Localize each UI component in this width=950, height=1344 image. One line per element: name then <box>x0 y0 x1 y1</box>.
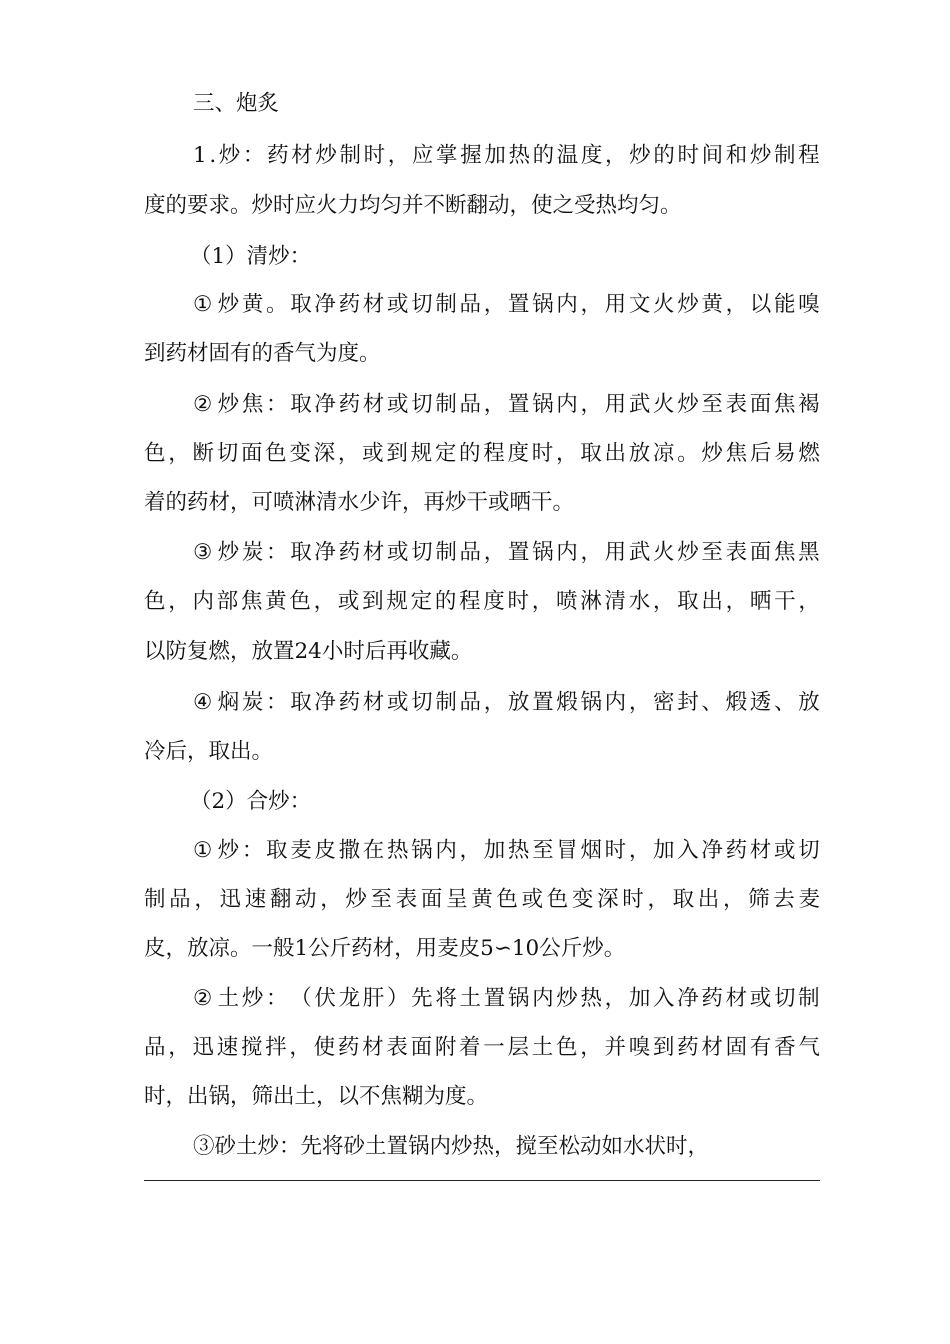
paragraph-line-11: 以防复燃，放置24小时后再收藏。 <box>144 639 473 664</box>
paragraph-line-8: 着的药材，可喷淋清水少许，再炒干或晒干。 <box>144 490 575 515</box>
paragraph-line-17: 皮，放凉。一般1公斤药材，用麦皮5∽10公斤炒。 <box>144 936 626 961</box>
paragraph-line-16: 制 品 ， 迅 速 翻 动 ， 炒 至 表 面 呈 黄 色 或 色 变 深 时 ， 取 出 ， 筛 去 麦 <box>144 887 820 912</box>
subheading-hechao: （2）合炒： <box>190 789 312 814</box>
footer-rule <box>144 1180 820 1181</box>
paragraph-line-4: ① 炒 黄 。 取 净 药 材 或 切 制 品 ， 置 锅 内 ， 用 文 火 炒 黄 ， 以 能 嗅 <box>193 292 820 317</box>
paragraph-line-9: ③ 炒 炭 ： 取 净 药 材 或 切 制 品 ， 置 锅 内 ， 用 武 火 炒 至 表 面 焦 黑 <box>193 540 820 565</box>
section-heading: 三、炮炙 <box>193 91 280 116</box>
paragraph-line-21: ③砂土炒：先将砂土置锅内炒热，搅至松动如水状时， <box>193 1134 710 1159</box>
paragraph-line-15: ① 炒 ： 取 麦 皮 撒 在 热 锅 内 ， 加 热 至 冒 烟 时 ， 加 入 净 药 材 或 切 <box>193 838 820 863</box>
paragraph-line-18: ② 土 炒 ： （ 伏 龙 肝 ） 先 将 土 置 锅 内 炒 热 ， 加 入 净 药 材 或 切 制 <box>193 986 820 1011</box>
paragraph-line-1: 1 . 炒 ： 药 材 炒 制 时 ， 应 掌 握 加 热 的 温 度 ， 炒 的 时 间 和 炒 制 程 <box>193 143 820 168</box>
paragraph-line-20: 时，出锅，筛出土，以不焦糊为度。 <box>144 1084 489 1109</box>
paragraph-line-13: 冷后，取出。 <box>144 739 274 764</box>
paragraph-line-19: 品 ， 迅 速 搅 拌 ， 使 药 材 表 面 附 着 一 层 土 色 ， 并 嗅 到 药 材 固 有 香 气 <box>144 1035 820 1060</box>
paragraph-line-12: ④ 焖 炭 ： 取 净 药 材 或 切 制 品 ， 放 置 煅 锅 内 ， 密 封 、 煅 透 、 放 <box>193 690 820 715</box>
paragraph-line-2: 度的要求。炒时应火力均匀并不断翻动，使之受热均匀。 <box>144 193 682 218</box>
paragraph-line-5: 到药材固有的香气为度。 <box>144 341 381 366</box>
paragraph-line-6: ② 炒 焦 ： 取 净 药 材 或 切 制 品 ， 置 锅 内 ， 用 武 火 炒 至 表 面 焦 褐 <box>193 392 820 417</box>
subheading-qingchao: （1）清炒： <box>190 244 312 269</box>
paragraph-line-7: 色 ， 断 切 面 色 变 深 ， 或 到 规 定 的 程 度 时 ， 取 出 放 凉 。 炒 焦 后 易 燃 <box>144 441 820 466</box>
paragraph-line-10: 色 ， 内 部 焦 黄 色 ， 或 到 规 定 的 程 度 时 ， 喷 淋 清 水 ， 取 出 ， 晒 干 ， <box>144 589 820 614</box>
